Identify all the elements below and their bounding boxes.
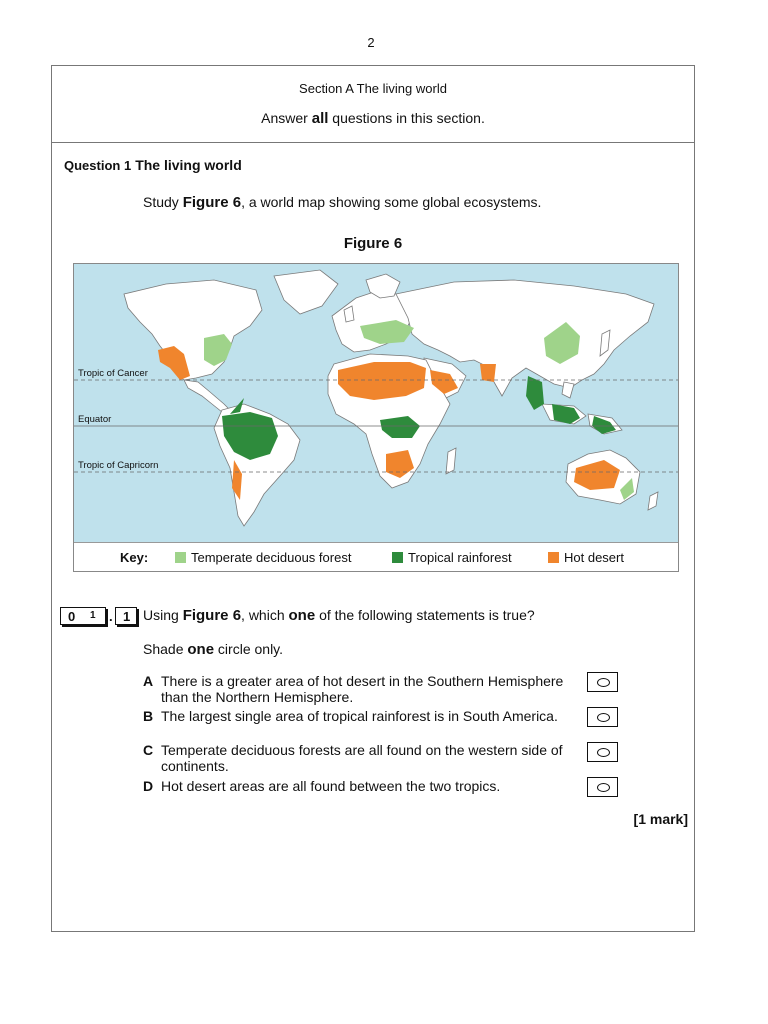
study-instruction: Study Figure 6, a world map showing some global ecosystems. (143, 194, 542, 211)
section-title: Section A The living world (299, 81, 447, 96)
question-label: Question 1 (64, 158, 132, 173)
world-map (74, 264, 678, 542)
option-a-bubble[interactable] (587, 672, 618, 692)
question-frame: Section A The living world Answer all questions in this section. Question 1 The living world Study Figure 6, a world map showing some global ecosystems. Figure 6 Tropic of Cancer Equator Tropic of Capricorn Key: Temperate deciduous forest Tropical rainforest Hot desert 0 1 . 1 Using Figure 6, which one of the following statements is true? Shade one circle only. A There is a greater area of hot desert in the Southern Hemisphere than the Northern Hemisphere. B The largest single area of tropical rainforest is in South America. C Temperate deciduous forests are all found on the western side of continents. D Hot desert areas are all found between the two tropics. [1 mark] (51, 65, 695, 932)
question-heading (64, 157, 242, 173)
temperate-forest-swatch (175, 552, 186, 563)
tropic-of-cancer-label: Tropic of Cancer (78, 368, 148, 379)
question-title: The living world (135, 157, 242, 173)
question-number-box: 0 1 (60, 607, 106, 625)
question-text: Using Figure 6, which one of the following statements is true? (143, 607, 535, 624)
option-b-bubble[interactable] (587, 707, 618, 727)
shade-instruction: Shade one circle only. (143, 641, 284, 658)
section-instruction: Answer all questions in this section. (261, 110, 485, 127)
option-c-bubble[interactable] (587, 742, 618, 762)
page-number: 2 (367, 35, 375, 50)
figure-title: Figure 6 (343, 235, 403, 252)
key-label: Key: (120, 550, 149, 565)
rainforest-swatch (392, 552, 403, 563)
section-header (52, 66, 694, 143)
tropic-of-capricorn-label: Tropic of Capricorn (78, 460, 159, 471)
key-temperate-label: Temperate deciduous forest (191, 550, 352, 565)
option-d-bubble[interactable] (587, 777, 618, 797)
key-rainforest-label: Tropical rainforest (408, 550, 512, 565)
world-map-figure (73, 263, 679, 572)
subquestion-number-box: 1 (115, 607, 137, 625)
hot-desert-swatch (548, 552, 559, 563)
map-key (74, 542, 678, 571)
equator-label: Equator (78, 414, 112, 425)
mark-allocation: [1 mark] (633, 811, 688, 827)
key-desert-label: Hot desert (564, 550, 624, 565)
